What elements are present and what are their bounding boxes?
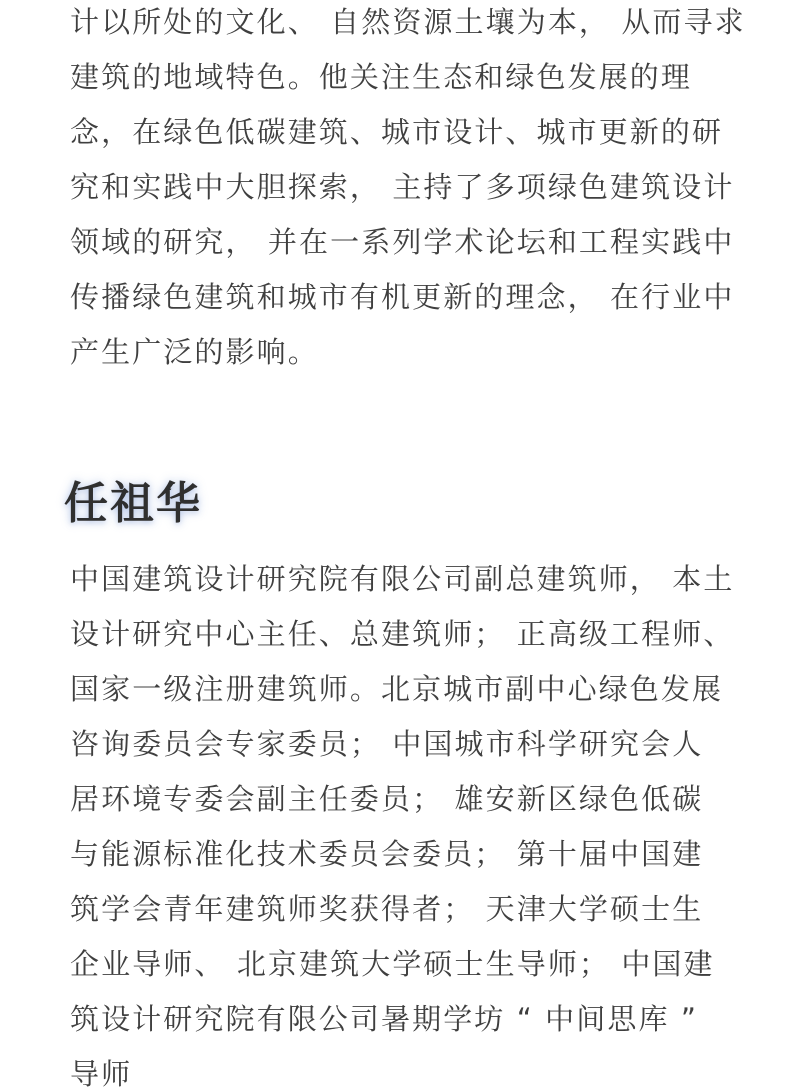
paragraph-line: 导师	[70, 1057, 133, 1091]
paragraph-line: 筑学会青年建筑师奖获得者； 天津大学硕士生	[70, 892, 704, 926]
paragraph-line: 筑设计研究院有限公司暑期学坊 “ 中间思库 ”	[70, 1002, 699, 1036]
paragraph-line: 居环境专委会副主任委员； 雄安新区绿色低碳	[70, 782, 704, 816]
paragraph-line: 究和实践中大胆探索， 主持了多项绿色建筑设计	[70, 170, 735, 204]
paragraph-line: 念，在绿色低碳建筑、城市设计、城市更新的研	[70, 115, 724, 149]
paragraph-line: 领域的研究， 并在一系列学术论坛和工程实践中	[70, 225, 735, 259]
paragraph-line: 计以所处的文化、 自然资源土壤为本， 从而寻求	[70, 5, 746, 39]
paragraph-line: 企业导师、 北京建筑大学硕士生导师； 中国建	[70, 947, 715, 981]
paragraph-line: 产生广泛的影响。	[70, 335, 319, 369]
paragraph-line: 设计研究中心主任、总建筑师； 正高级工程师、	[70, 617, 735, 651]
paragraph-line: 咨询委员会专家委员； 中国城市科学研究会人	[70, 727, 704, 761]
paragraph-line: 传播绿色建筑和城市有机更新的理念， 在行业中	[70, 280, 735, 314]
paragraph-line: 国家一级注册建筑师。北京城市副中心绿色发展	[70, 672, 724, 706]
paragraph-line: 与能源标准化技术委员会委员； 第十届中国建	[70, 837, 704, 871]
person-name-heading: 任祖华	[64, 478, 202, 529]
paragraph-line: 建筑的地域特色。他关注生态和绿色发展的理	[70, 60, 693, 94]
paragraph-line: 中国建筑设计研究院有限公司副总建筑师， 本土	[70, 562, 735, 596]
